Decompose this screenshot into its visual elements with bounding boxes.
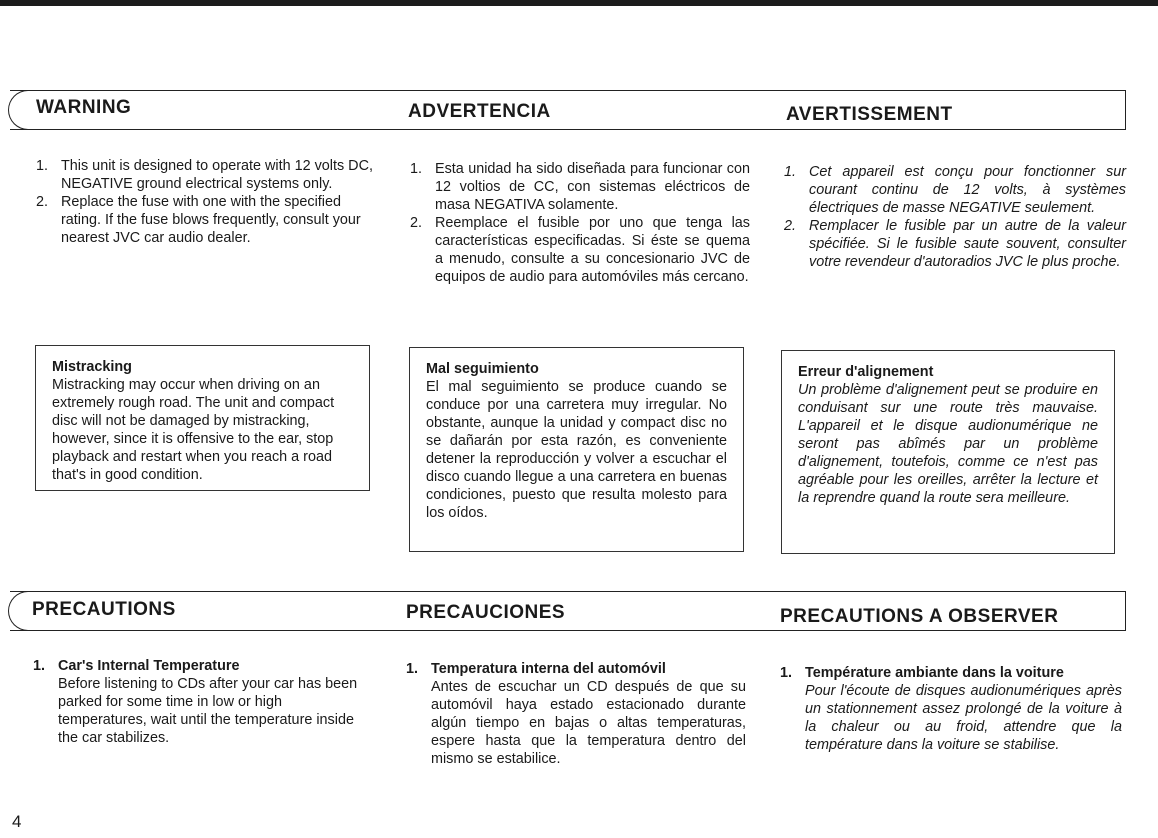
warning-column-en (36, 157, 378, 247)
list-item: 2. Remplacer le fusible par un autre de la valeur spécifiée. Si le fusible saute souvent, consulter votre revendeur d'autoradios JVC le plus proche. (784, 218, 1126, 270)
warning-title-fr: AVERTISSEMENT (786, 104, 953, 125)
precautions-column-es (406, 660, 746, 768)
warning-title-es: ADVERTENCIA (408, 101, 551, 122)
page-number: 4 (12, 812, 22, 831)
precaution-title: Temperatura interna del automóvil (431, 661, 666, 677)
box-text: El mal seguimiento se produce cuando se conduce por una carretera muy irregular. No obstante, aunque la unidad y compact disc no se dañarán por esta razón, es conveniente detener la reproducción y volver a escuchar el disco cuando llegue a una carretera en buenas condiciones, puesto que resulta molesto para los oídos. (426, 379, 727, 521)
list-item: 1. Cet appareil est conçu pour fonctionner sur courant continu de 12 volts, à systèmes électriques de masse NEGATIVE seulement. (784, 164, 1126, 216)
list-item-text: This unit is designed to operate with 12 volts DC, NEGATIVE ground electrical systems only. (61, 158, 373, 192)
list-item-text: Remplacer le fusible par un autre de la valeur spécifiée. Si le fusible saute souvent, consulter votre revendeur d'autoradios JVC le plus proche. (809, 218, 1126, 270)
list-item: 1. Car's Internal Temperature Before listening to CDs after your car has been parked for some time in low or high temperatures, wait until the temperature inside the car stabilizes. (33, 657, 373, 747)
mistracking-box-fr (781, 350, 1115, 554)
precaution-text: Before listening to CDs after your car has been parked for some time in low or high temperatures, wait until the temperature inside the car stabilizes. (58, 676, 358, 746)
list-item: 1. Température ambiante dans la voiture Pour l'écoute de disques audionumériques après un stationnement assez prolongé de la voiture à la chaleur ou au froid, attendre que la température dans la voiture se stabilise. (780, 665, 1122, 753)
list-item: 1. Esta unidad ha sido diseñada para funcionar con 12 voltios de CC, con sistemas eléctricos de masa NEGATIVA solamente. (410, 161, 750, 213)
box-text: Mistracking may occur when driving on an extremely rough road. The unit and compact disc will not be damaged by mistracking, however, since it is offensive to the ear, stop playback and restart when you reach a road that's in good condition. (52, 377, 335, 483)
warning-title-en: WARNING (36, 97, 132, 118)
precautions-title-fr: PRECAUTIONS A OBSERVER (780, 606, 1059, 627)
box-title: Mal seguimiento (426, 361, 539, 377)
precaution-text: Pour l'écoute de disques audionumériques après un stationnement assez prolongé de la voiture à la chaleur ou au froid, attendre que la température dans la voiture se stabilise. (805, 683, 1122, 753)
list-item: 2. Replace the fuse with one with the specified rating. If the fuse blows frequently, consult your nearest JVC car audio dealer. (36, 194, 361, 246)
warning-header-frame (10, 90, 1126, 130)
list-item-text: Cet appareil est conçu pour fonctionner sur courant continu de 12 volts, à systèmes électriques de masse NEGATIVE seulement. (809, 164, 1126, 216)
mistracking-box-en (35, 345, 370, 491)
top-edge-bar (0, 0, 1158, 6)
list-item: 2. Reemplace el fusible por uno que tenga las características especificadas. Si éste se quema a menudo, consulte a su concesionario JVC de equipos de audio para automóviles más cercano. (410, 215, 750, 285)
warning-column-fr (784, 163, 1126, 271)
precautions-title-es: PRECAUCIONES (406, 602, 566, 623)
precautions-title-en: PRECAUTIONS (32, 599, 176, 620)
precautions-column-fr (780, 664, 1122, 754)
precaution-title: Car's Internal Temperature (58, 658, 240, 674)
list-item-text: Esta unidad ha sido diseñada para funcionar con 12 voltios de CC, con sistemas eléctricos de masa NEGATIVA solamente. (435, 161, 750, 213)
list-item-text: Replace the fuse with one with the specified rating. If the fuse blows frequently, consult your nearest JVC car audio dealer. (61, 194, 361, 246)
mistracking-box-es (409, 347, 744, 552)
warning-column-es (410, 160, 750, 286)
list-item-text: Reemplace el fusible por uno que tenga las características especificadas. Si éste se quema a menudo, consulte a su concesionario JVC de equipos de audio para automóviles más cercano. (435, 215, 750, 285)
list-item: 1. Temperatura interna del automóvil Antes de escuchar un CD después de que su automóvil haya estado estacionado durante algún tiempo en bajas o altas temperaturas, espere hasta que la temperatura dentro del mismo se estabilice. (406, 661, 746, 767)
precautions-column-en (33, 657, 373, 747)
list-item: 1. This unit is designed to operate with 12 volts DC, NEGATIVE ground electrical systems only. (36, 158, 373, 192)
box-title: Erreur d'alignement (798, 364, 934, 380)
box-text: Un problème d'alignement peut se produire en conduisant sur une route très mauvaise. L'appareil et le disque audionumérique ne seront pas abîmés par un problème d'alignement, toutefois, comme ce n'est pas agréable pour les oreilles, arrêter la lecture et la reprendre quand la route sera meilleure. (798, 382, 1098, 506)
precaution-title: Température ambiante dans la voiture (805, 665, 1064, 681)
box-title: Mistracking (52, 359, 132, 375)
precaution-text: Antes de escuchar un CD después de que su automóvil haya estado estacionado durante algún tiempo en bajas o altas temperaturas, espere hasta que la temperatura dentro del mismo se estabilice. (431, 679, 746, 767)
